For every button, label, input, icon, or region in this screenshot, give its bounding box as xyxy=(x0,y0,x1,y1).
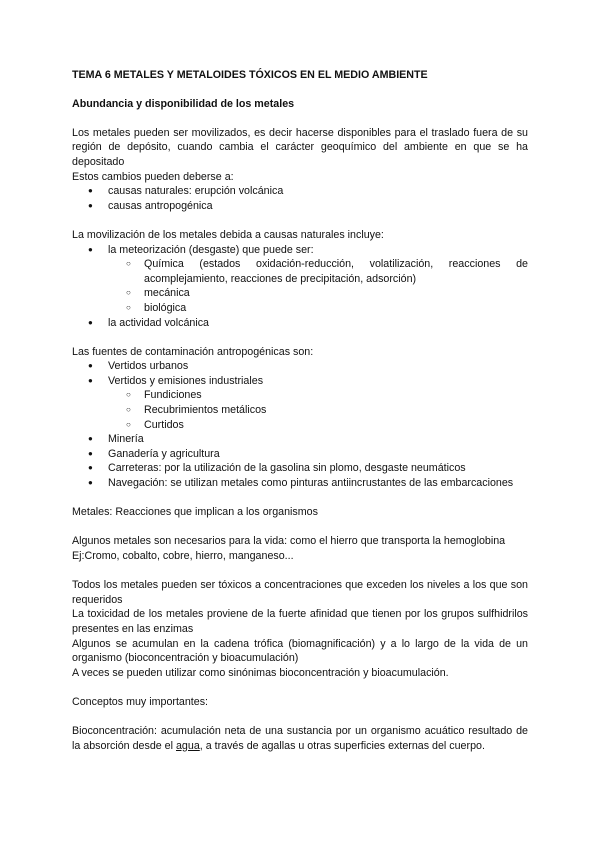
document-body xyxy=(72,68,528,753)
bioconcentration-text: Bioconcentración: acumulación neta de una sustancia por un organismo acuático resultado de la absorción desde el xyxy=(72,725,528,752)
sublist-item: ○ Química (estados oxidación-reducción, volatilización, reacciones de acomplejamiento, reacciones de precipitación, adsorción) xyxy=(72,257,528,286)
list-item: ● Carreteras: por la utilización de la gasolina sin plomo, desgaste neumáticos xyxy=(72,461,528,476)
concepts-heading: Conceptos muy importantes: xyxy=(72,695,209,708)
natural-list xyxy=(72,243,528,331)
document-title: TEMA 6 METALES Y METALOIDES TÓXICOS EN EL MEDIO AMBIENTE xyxy=(72,69,428,81)
agua-link[interactable]: agua xyxy=(175,739,200,752)
necessary-paragraph: Algunos metales son necesarios para la vida: como el hierro que transporta la hemoglobina xyxy=(72,535,506,548)
list-item-label: la meteorización (desgaste) que puede ser: xyxy=(108,243,314,256)
list-item: ● Minería xyxy=(72,432,528,447)
anthro-sublist xyxy=(72,388,528,432)
synonyms-paragraph: A veces se pueden utilizar como sinónimas bioconcentración y bioacumulación. xyxy=(72,666,449,679)
list-item: ● la actividad volcánica xyxy=(72,316,528,331)
list-item-label: Vertidos y emisiones industriales xyxy=(108,374,264,387)
list-item: ● Navegación: se utilizan metales como pinturas antiincrustantes de las embarcaciones xyxy=(72,476,528,491)
bioconcentration-text-end: , a través de agallas u otras superficies externas del cuerpo. xyxy=(199,739,485,752)
list-item xyxy=(72,243,528,316)
list-item: ● causas antropogénica xyxy=(72,199,528,214)
intro-paragraph: Los metales pueden ser movilizados, es decir hacerse disponibles para el traslado fuera de su región de depósito, cuando cambia el carácter geoquímico del ambiente en que se ha depositado xyxy=(72,126,528,168)
anthro-intro: Las fuentes de contaminación antropogénicas son: xyxy=(72,345,314,358)
list-item xyxy=(72,374,528,432)
natural-intro: La movilización de los metales debida a causas naturales incluye: xyxy=(72,228,384,241)
sublist-item: ○ mecánica xyxy=(72,286,528,301)
list-item: ● Vertidos urbanos xyxy=(72,359,528,374)
bioconcentration-paragraph xyxy=(72,724,528,753)
list-item: ● causas naturales: erupción volcánica xyxy=(72,184,528,199)
examples-paragraph: Ej:Cromo, cobalto, cobre, hierro, manganeso... xyxy=(72,550,294,562)
affinity-paragraph: La toxicidad de los metales proviene de la fuerte afinidad que tienen por los grupos sulfhidrilos presentes en las enzimas xyxy=(72,608,528,635)
anthro-list xyxy=(72,359,528,490)
accumulate-paragraph: Algunos se acumulan en la cadena trófica (biomagnificación) y a lo largo de la vida de un organismo (bioconcentración y bioacumulación) xyxy=(72,637,528,665)
sublist-item: ○ biológica xyxy=(72,301,528,316)
sublist-item: ○ Recubrimientos metálicos xyxy=(72,403,528,418)
changes-list xyxy=(72,184,528,213)
changes-intro: Estos cambios pueden deberse a: xyxy=(72,170,234,183)
section-heading: Abundancia y disponibilidad de los metales xyxy=(72,97,295,110)
sublist-item: ○ Curtidos xyxy=(72,418,528,433)
list-item: ● Ganadería y agricultura xyxy=(72,447,528,462)
toxic-paragraph: Todos los metales pueden ser tóxicos a concentraciones que exceden los niveles a los que son requeridos xyxy=(72,579,528,606)
natural-sublist xyxy=(72,257,528,315)
reactions-heading: Metales: Reacciones que implican a los organismos xyxy=(72,506,318,519)
sublist-item: ○ Fundiciones xyxy=(72,388,528,403)
